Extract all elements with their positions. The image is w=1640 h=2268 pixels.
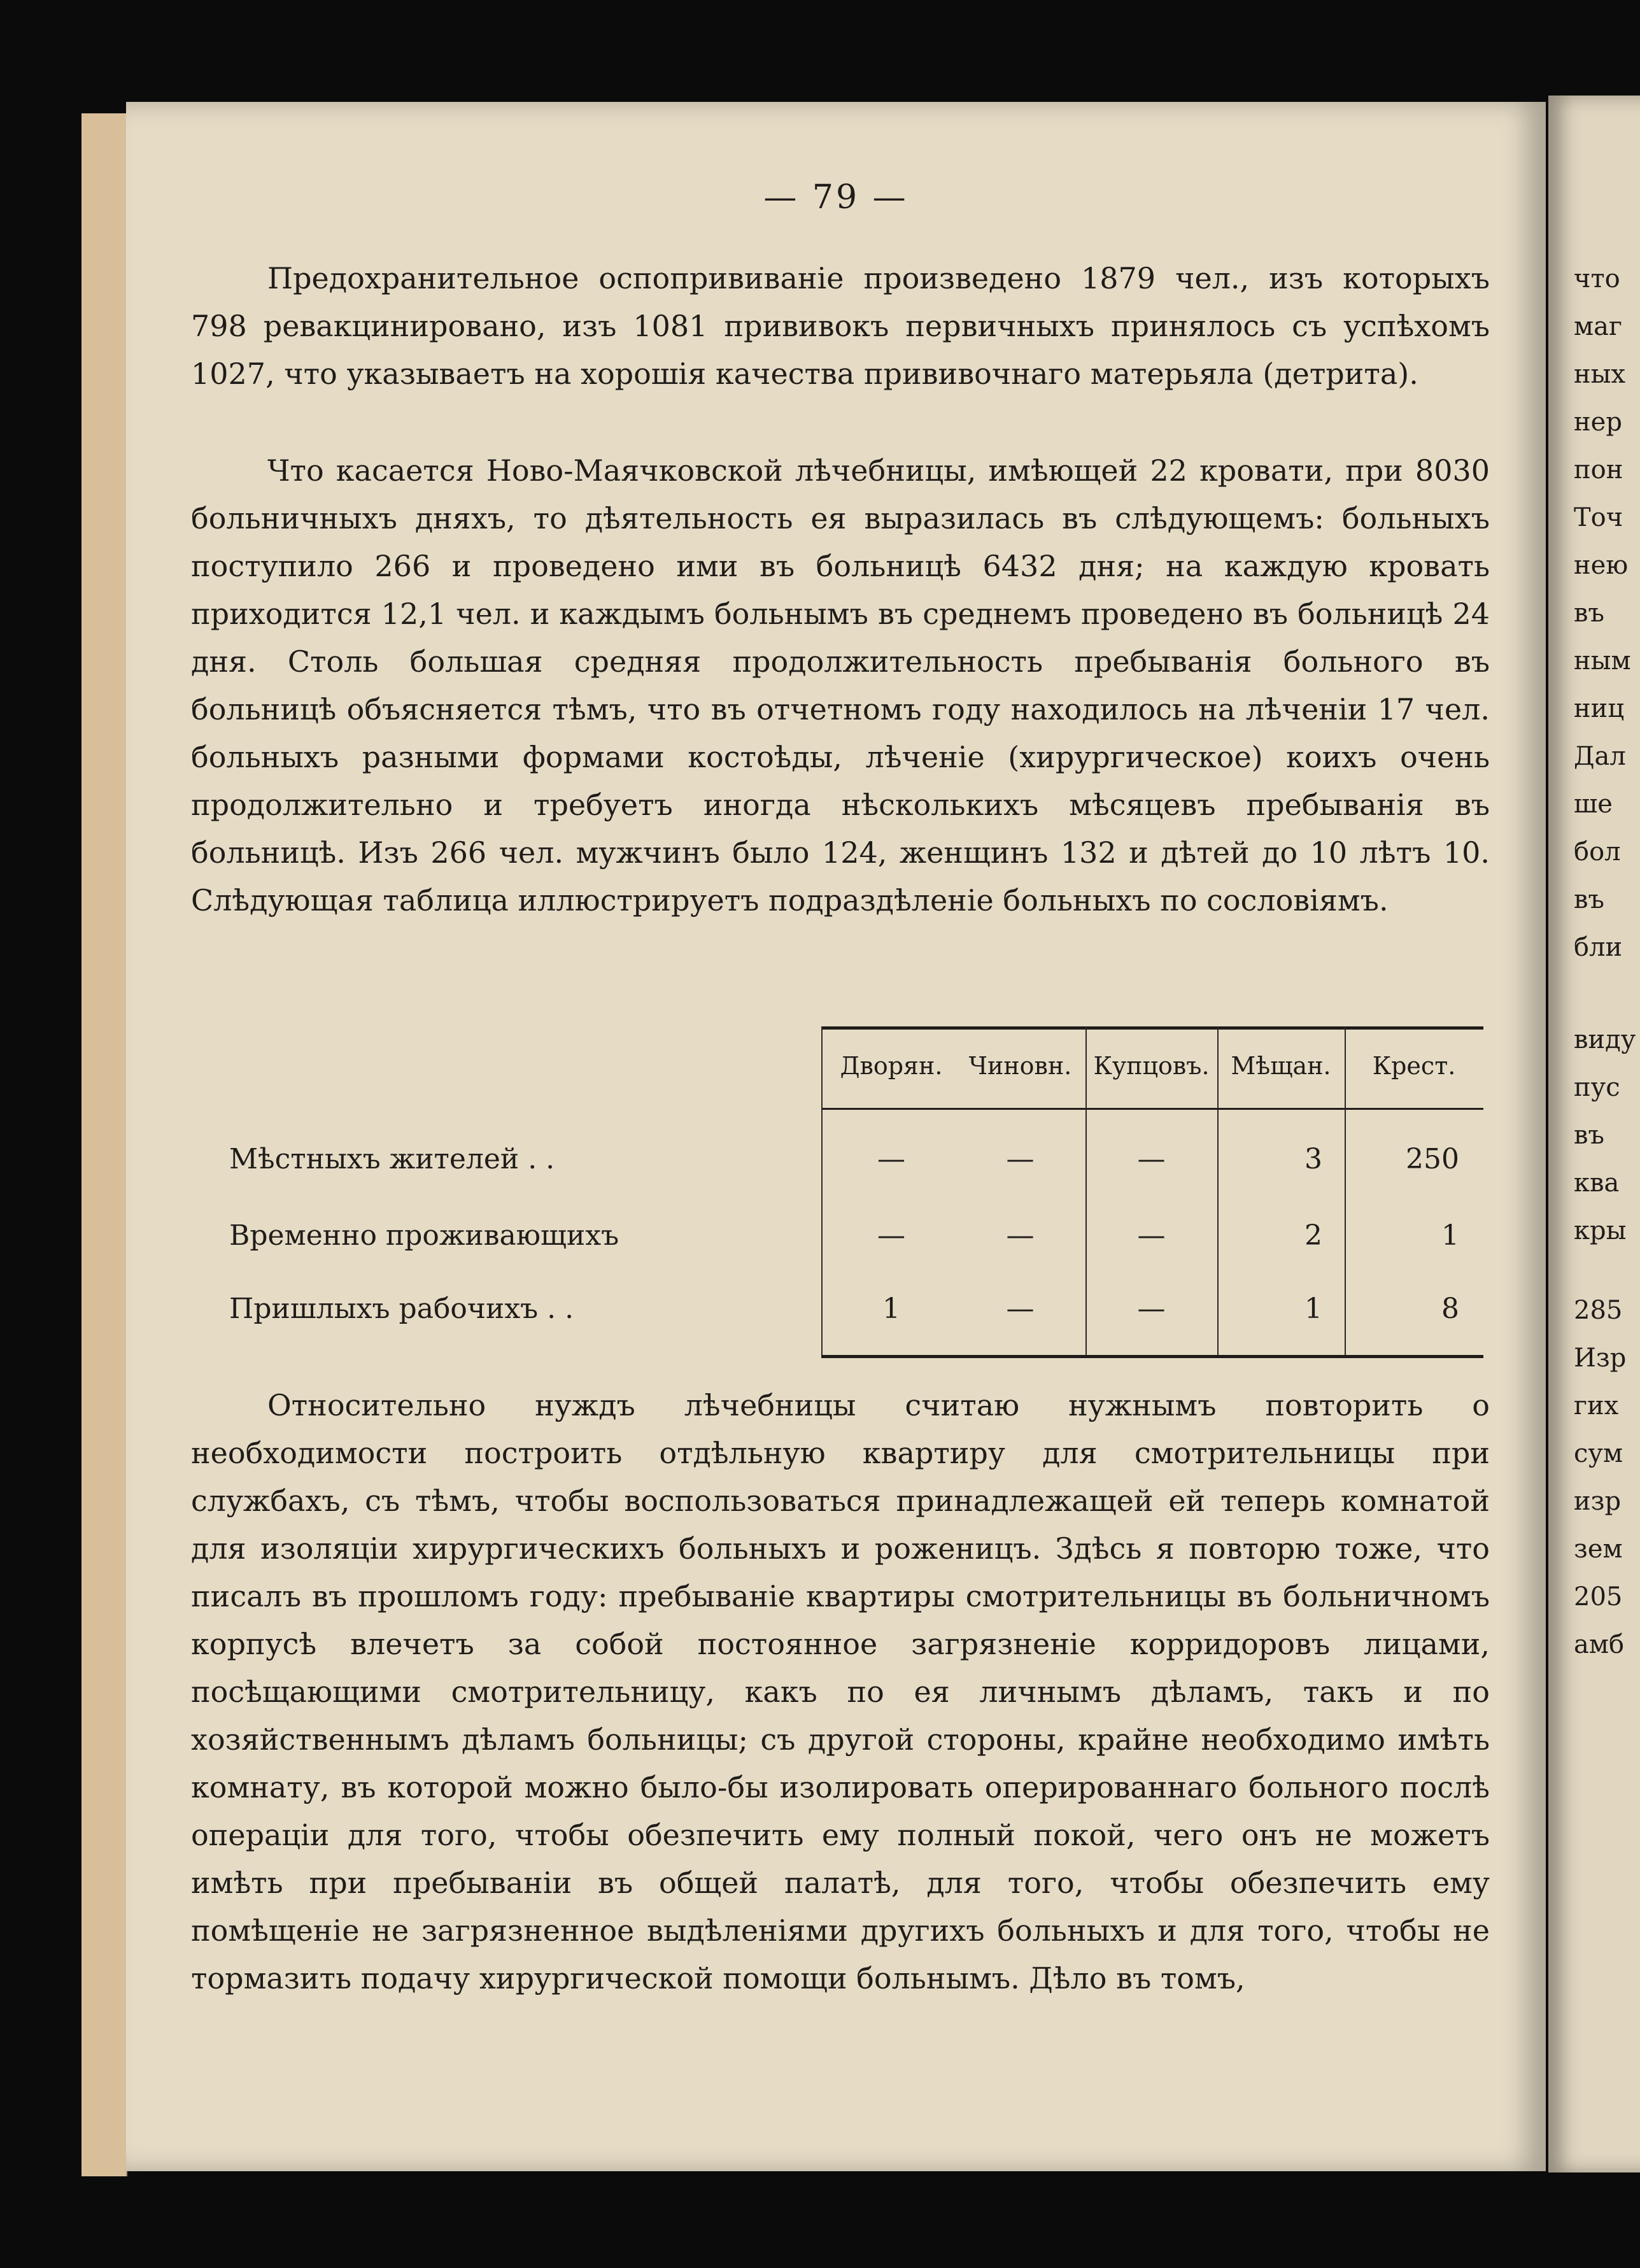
row-label: Временно проживающихъ (229, 1219, 619, 1252)
next-page-fragment: виду (1574, 1025, 1636, 1054)
column-header: Мѣщан. (1231, 1052, 1331, 1080)
column-header: Дворян. (840, 1052, 943, 1080)
table-top-rule (821, 1026, 1483, 1030)
next-page-fragment: 285 (1574, 1296, 1623, 1325)
page-number: — 79 — (763, 178, 908, 216)
estates-table (191, 1019, 1490, 1363)
table-cell: 8 (1441, 1293, 1459, 1325)
next-page-fragment: сум (1574, 1439, 1623, 1468)
next-page-fragment: нею (1574, 551, 1629, 580)
paragraph-vaccination (191, 255, 1490, 398)
paragraph-text: Предохранительное оспопрививаніе произведено 1879 чел., изъ которыхъ 798 ревакцинировано, изъ 1081 прививокъ первичныхъ принялось съ успѣхомъ 1027, что указываетъ на хорошія качества прививочнаго матерьяла (детрита). (191, 261, 1490, 391)
next-page-fragment: въ (1574, 1121, 1604, 1150)
next-page-fragment: маг (1574, 312, 1622, 341)
next-page-fragment: Изр (1574, 1343, 1627, 1373)
table-cell: — (1137, 1219, 1166, 1252)
next-page-fragment: Точ (1574, 503, 1623, 532)
table-cell: — (877, 1143, 905, 1175)
page-edge (81, 113, 127, 2176)
next-page-fragment: бли (1574, 933, 1623, 962)
next-page-fragment: амб (1574, 1630, 1625, 1659)
paragraph-text: Относительно нуждъ лѣчебницы считаю нужнымъ повторить о необходимости построить отдѣльную квартиру для смотрительницы при службахъ, съ тѣмъ, чтобы воспользоваться принадлежащей ей теперь комнатой для изоляціи хирургическихъ больныхъ и роженицъ. Здѣсь я повторю тоже, что писалъ въ прошломъ году: пребываніе квартиры смотрительницы въ больничномъ корпусѣ влечетъ за собой постоянное загрязненіе корридоровъ лицами, посѣщающими смотрительницу, какъ по ея личнымъ дѣламъ, такъ и по хозяйственнымъ дѣламъ больницы; съ другой стороны, крайне необходимо имѣть комнату, въ которой можно было-бы изолировать оперированнаго больного послѣ операціи для того, чтобы обезпечить ему полный покой, чего онъ не можетъ имѣть при пребываніи въ общей палатѣ, для того, чтобы обезпечить ему помѣщеніе не загрязненное выдѣленіями другихъ больныхъ и для того, чтобы не тормазить подачу хирургической помощи больнымъ. Дѣло въ томъ, (191, 1388, 1490, 1995)
table-cell: — (1137, 1293, 1166, 1325)
next-page-fragment: ных (1574, 360, 1626, 389)
next-page-fragment: Дал (1574, 742, 1626, 771)
table-cell: — (1006, 1219, 1035, 1252)
table-cell: 2 (1304, 1219, 1322, 1252)
column-header: Чиновн. (968, 1052, 1072, 1080)
next-page-fragment: пон (1574, 455, 1623, 485)
next-page-fragment: пус (1574, 1073, 1620, 1102)
paragraph-text: Что касается Ново-Маячковской лѣчебницы, имѣющей 22 кровати, при 8030 больничныхъ дняхъ, то дѣятельность ея выразилась въ слѣдующемъ: больныхъ поступило 266 и проведено ими въ больницѣ 6432 дня; на каждую кровать приходится 12,1 чел. и каждымъ больнымъ въ среднемъ проведено въ больницѣ 24 дня. Столь большая средняя продолжительность пребыванія больного въ больницѣ объясняется тѣмъ, что въ отчетномъ году находилось на лѣченіи 17 чел. больныхъ разными формами костоѣды, лѣченіе (хирургическое) коихъ очень продолжительно и требуетъ иногда нѣсколькихъ мѣсяцевъ пребыванія въ больницѣ. Изъ 266 чел. мужчинъ было 124, женщинъ 132 и дѣтей до 10 лѣтъ 10. Слѣдующая таблица иллюстрируетъ подраздѣленіе больныхъ по сословіямъ. (191, 453, 1490, 918)
column-header: Крест. (1372, 1052, 1456, 1080)
next-page-fragment: въ (1574, 885, 1604, 914)
table-cell: — (1137, 1143, 1166, 1175)
row-label: Пришлыхъ рабочихъ . . (229, 1293, 574, 1325)
table-cell: 1 (1441, 1219, 1459, 1252)
next-page-fragment: въ (1574, 599, 1604, 628)
table-cell: 1 (1304, 1293, 1322, 1325)
next-page-fragment: кры (1574, 1216, 1627, 1245)
table-header-rule (821, 1108, 1483, 1110)
next-page-fragment: ше (1574, 790, 1613, 819)
paragraph-hospital (191, 447, 1490, 925)
next-page-fragment: 205 (1574, 1582, 1623, 1612)
column-header: Купцовъ. (1093, 1052, 1210, 1080)
table-cell: 1 (882, 1293, 900, 1325)
next-page-fragment: нер (1574, 408, 1622, 437)
next-page-fragment: гих (1574, 1391, 1619, 1421)
table-cell: 250 (1406, 1143, 1459, 1175)
next-page-fragment: ным (1574, 646, 1631, 676)
next-page-fragment: зем (1574, 1534, 1623, 1564)
next-page-edge (1548, 96, 1640, 2172)
next-page-fragment: что (1574, 264, 1620, 294)
table-cell: — (877, 1219, 905, 1252)
next-page-fragment: ква (1574, 1168, 1620, 1198)
next-page-fragment: изр (1574, 1487, 1622, 1516)
table-cell: — (1006, 1293, 1035, 1325)
table-bottom-rule (821, 1355, 1483, 1358)
paragraph-needs (191, 1382, 1490, 2002)
row-label: Мѣстныхъ жителей . . (229, 1143, 555, 1175)
table-cell: 3 (1304, 1143, 1322, 1175)
table-cell: — (1006, 1143, 1035, 1175)
next-page-fragment: ниц (1574, 694, 1625, 723)
next-page-fragment: бол (1574, 837, 1621, 867)
